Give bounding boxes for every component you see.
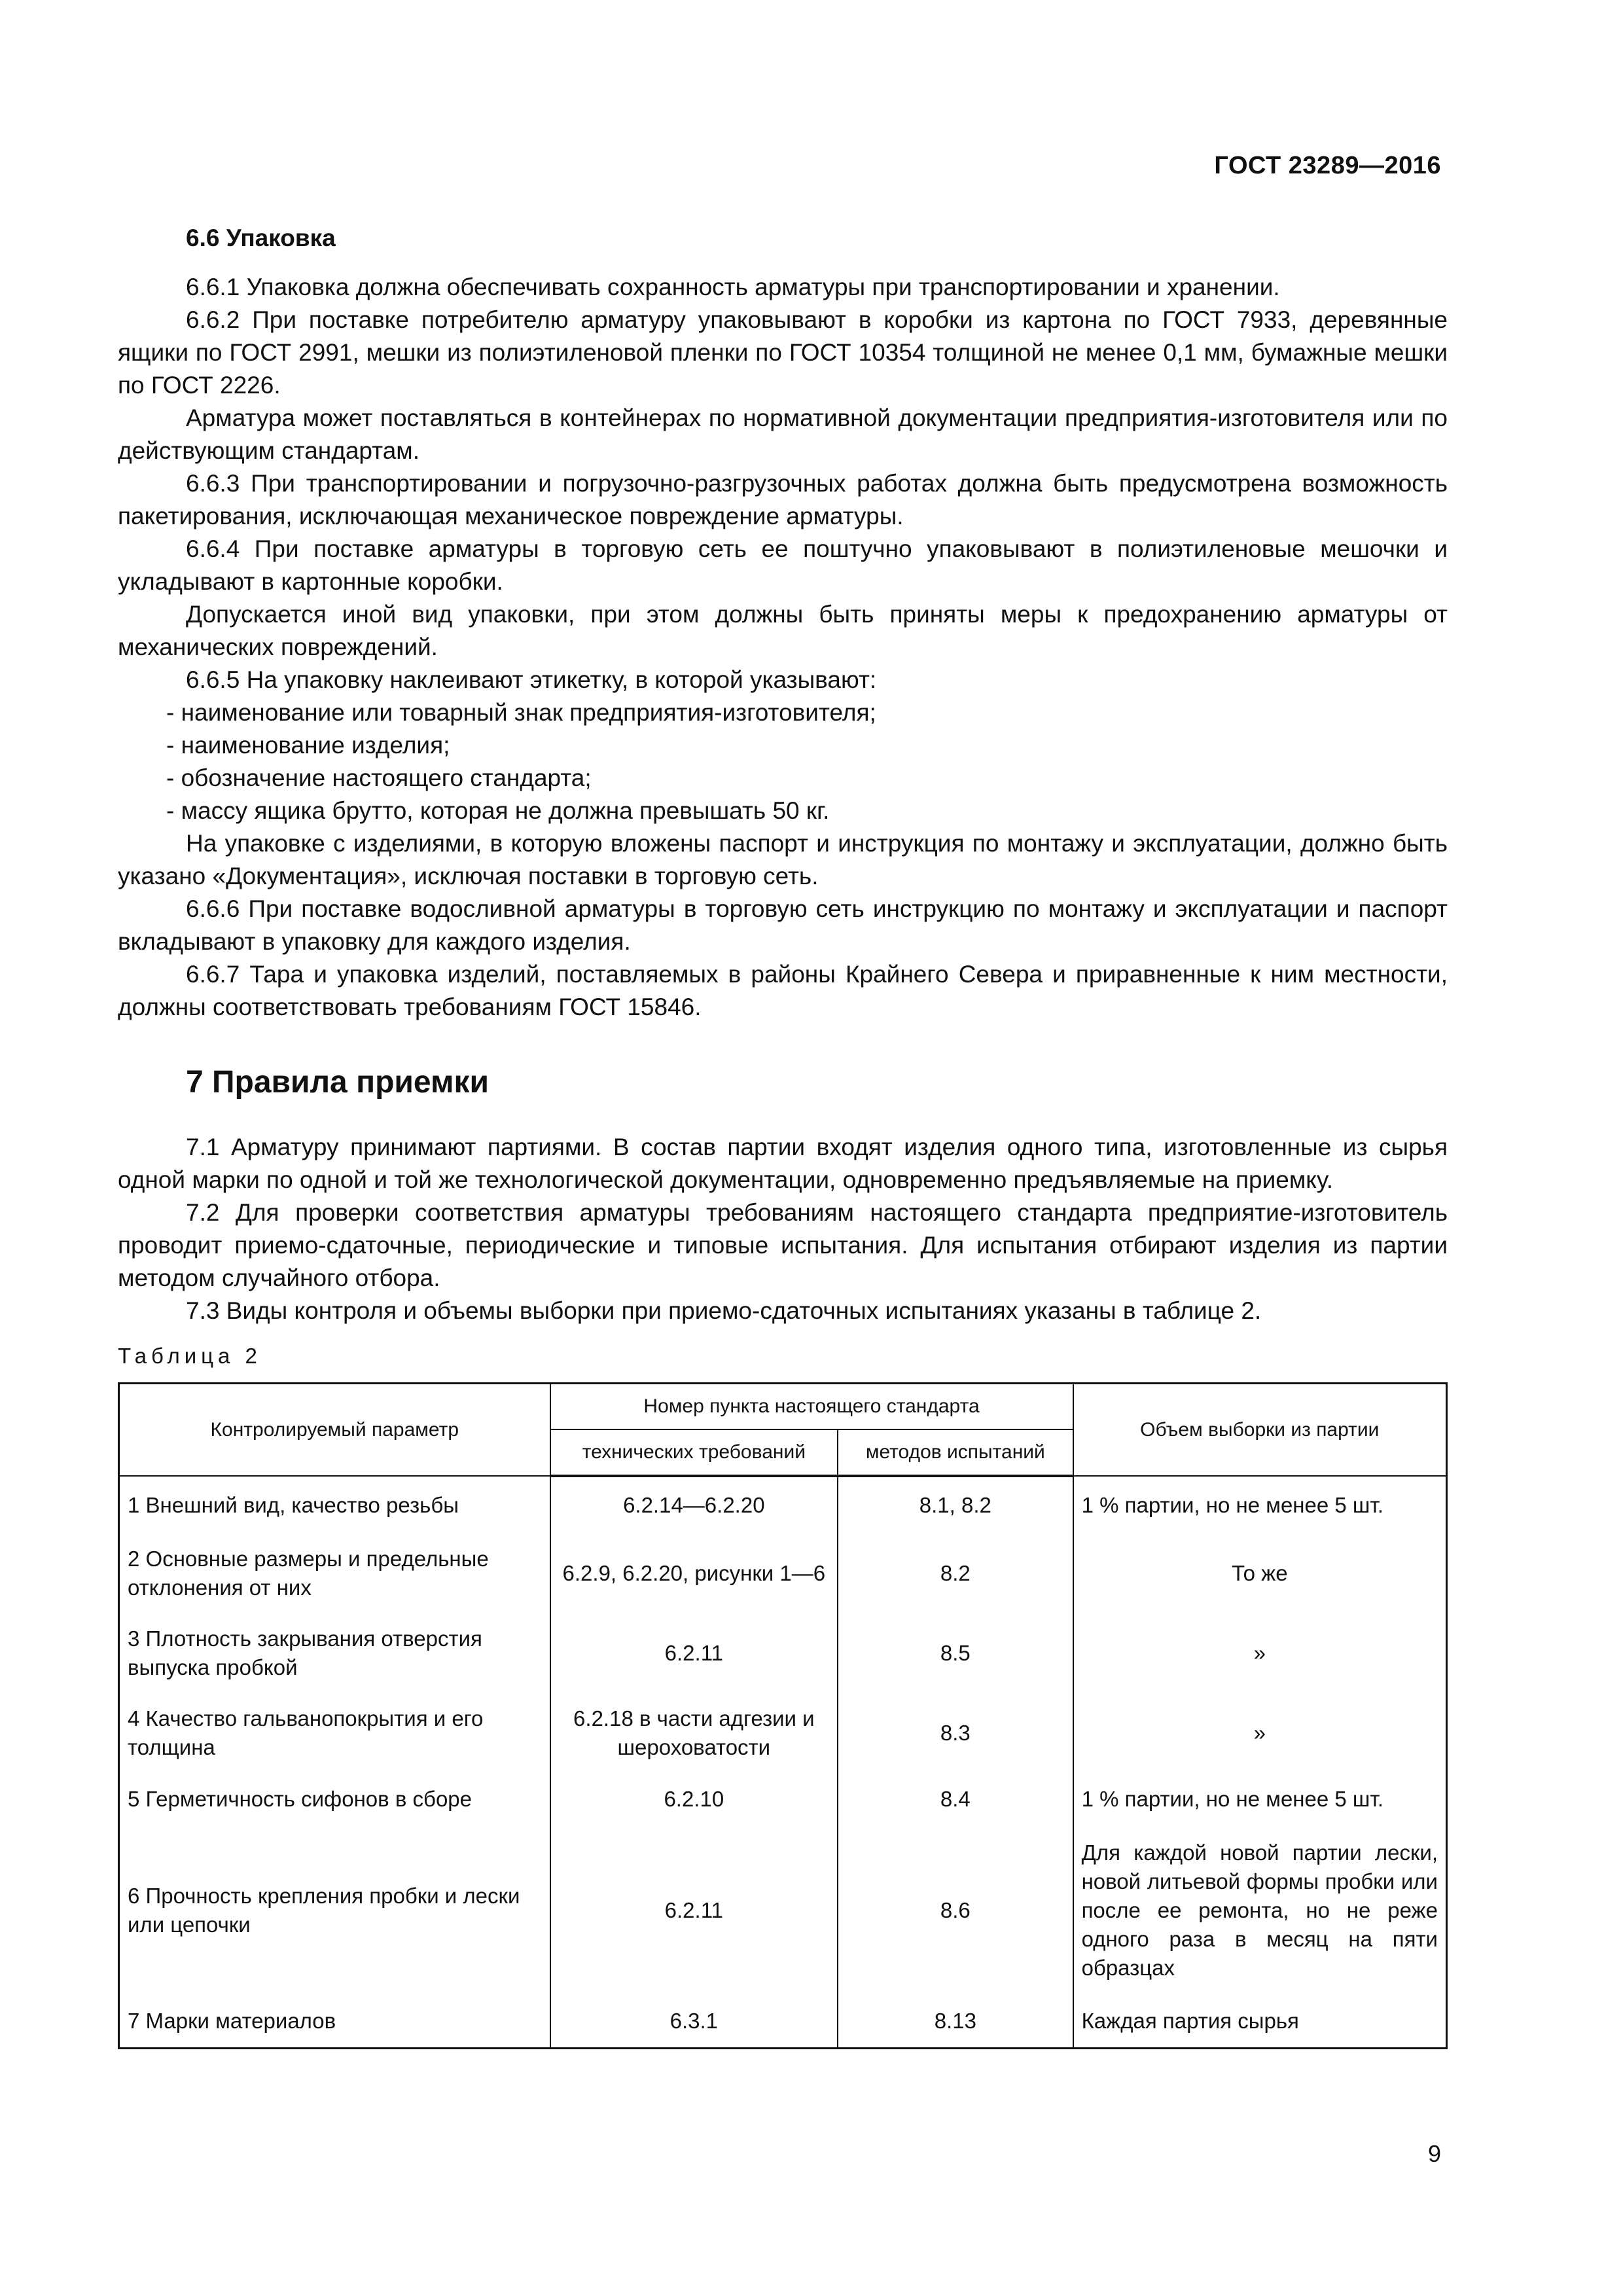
- list-item: - наименование или товарный знак предприятия-изготовителя;: [166, 699, 876, 726]
- table-row: [119, 1476, 1447, 1534]
- paragraph: 7.3 Виды контроля и объемы выборки при приемо-сдаточных испытаниях указаны в таблице 2.: [186, 1297, 1262, 1324]
- cell-tech: 6.2.14—6.2.20: [550, 1476, 838, 1534]
- paragraph: 6.6.6 При поставке водосливной арматуры в торговую сеть инструкцию по монтажу и эксплуатации и паспорт вкладывают в упаковку для каждого изделия.: [118, 895, 1448, 955]
- standard-code-header: ГОСТ 23289—2016: [1214, 152, 1441, 179]
- paragraph: 7.1 Арматуру принимают партиями. В состав партии входят изделия одного типа, изготовленные из сырья одной марки по одной и той же технологической документации, одновременно предъявляемые на приемку.: [118, 1134, 1448, 1193]
- paragraph: 6.6.4 При поставке арматуры в торговую сеть ее поштучно упаковывают в полиэтиленовые мешочки и укладывают в картонные коробки.: [118, 535, 1448, 595]
- paragraph: На упаковке с изделиями, в которую вложены паспорт и инструкция по монтажу и эксплуатации, должно быть указано «Документация», исключая поставки в торговую сеть.: [118, 830, 1448, 889]
- cell-method: 8.6: [838, 1825, 1073, 1996]
- cell-method: 8.1, 8.2: [838, 1476, 1073, 1534]
- cell-tech: 6.2.10: [550, 1773, 838, 1825]
- paragraph: 6.6.1 Упаковка должна обеспечивать сохранность арматуры при транспортировании и хранении.: [186, 274, 1280, 300]
- cell-tech: 6.2.9, 6.2.20, рисунки 1—6: [550, 1534, 838, 1613]
- list-item: - массу ящика брутто, которая не должна превышать 50 кг.: [166, 797, 830, 824]
- page-content: [118, 223, 1448, 2049]
- cell-sample: То же: [1073, 1534, 1447, 1613]
- paragraph: Допускается иной вид упаковки, при этом должны быть приняты меры к предохранению арматуры от механических повреждений.: [118, 601, 1448, 660]
- table-header-row: [119, 1384, 1447, 1430]
- paragraph: 6.6.2 При поставке потребителю арматуру упаковывают в коробки из картона по ГОСТ 7933, деревянные ящики по ГОСТ 2991, мешки из полиэтиленовой пленки по ГОСТ 10354 толщиной не менее 0,1 мм, бумажные мешки по ГОСТ 2226.: [118, 306, 1448, 399]
- cell-param: 1 Внешний вид, качество резьбы: [119, 1476, 550, 1534]
- cell-param: 3 Плотность закрывания отверстия выпуска пробкой: [119, 1613, 550, 1693]
- cell-param: 5 Герметичность сифонов в сборе: [119, 1773, 550, 1825]
- paragraph: 6.6.3 При транспортировании и погрузочно-разгрузочных работах должна быть предусмотрена возможность пакетирования, исключающая механическое повреждение арматуры.: [118, 470, 1448, 529]
- cell-sample: 1 % партии, но не менее 5 шт.: [1073, 1476, 1447, 1534]
- table-row: [119, 1825, 1447, 1996]
- table-row: [119, 1534, 1447, 1613]
- table-row: [119, 1613, 1447, 1693]
- cell-tech: 6.2.11: [550, 1825, 838, 1996]
- cell-param: 7 Марки материалов: [119, 1996, 550, 2048]
- cell-param: 2 Основные размеры и предельные отклонения от них: [119, 1534, 550, 1613]
- table-2: [118, 1382, 1448, 2049]
- page-number: 9: [1427, 2140, 1441, 2167]
- cell-tech: 6.3.1: [550, 1996, 838, 2048]
- cell-method: 8.5: [838, 1613, 1073, 1693]
- table-caption: Таблица 2: [118, 1344, 262, 1368]
- header-sample: Объем выборки из партии: [1073, 1384, 1447, 1477]
- table-row: [119, 1693, 1447, 1773]
- cell-method: 8.13: [838, 1996, 1073, 2048]
- cell-sample: »: [1073, 1613, 1447, 1693]
- section-6-6-heading: 6.6 Упаковка: [186, 224, 336, 251]
- cell-sample: »: [1073, 1693, 1447, 1773]
- cell-sample: Для каждой новой партии лески, новой литьевой формы пробки или после ее ремонта, но не реже одного раза в месяц на пяти образцах: [1073, 1825, 1447, 1996]
- cell-param: 4 Качество гальванопокрытия и его толщина: [119, 1693, 550, 1773]
- cell-method: 8.2: [838, 1534, 1073, 1613]
- table-row: [119, 1996, 1447, 2048]
- cell-param: 6 Прочность крепления пробки и лески или цепочки: [119, 1825, 550, 1996]
- cell-tech: 6.2.18 в части адгезии и шероховатости: [550, 1693, 838, 1773]
- paragraph: 7.2 Для проверки соответствия арматуры требованиям настоящего стандарта предприятие-изготовитель проводит приемо-сдаточные, периодические и типовые испытания. Для испытания отбирают изделия из партии методом случайного отбора.: [118, 1199, 1448, 1291]
- header-group: Номер пункта настоящего стандарта: [550, 1384, 1073, 1430]
- cell-method: 8.3: [838, 1693, 1073, 1773]
- paragraph: 6.6.5 На упаковку наклеивают этикетку, в которой указывают:: [186, 666, 877, 693]
- header-param: Контролируемый параметр: [119, 1384, 550, 1477]
- table-row: [119, 1773, 1447, 1825]
- section-7-heading: 7 Правила приемки: [186, 1065, 490, 1100]
- cell-sample: Каждая партия сырья: [1073, 1996, 1447, 2048]
- header-methods: методов испытаний: [838, 1429, 1073, 1476]
- cell-sample: 1 % партии, но не менее 5 шт.: [1073, 1773, 1447, 1825]
- list-item: - обозначение настоящего стандарта;: [166, 764, 592, 791]
- paragraph: 6.6.7 Тара и упаковка изделий, поставляемых в районы Крайнего Севера и приравненные к ним местности, должны соответствовать требованиям ГОСТ 15846.: [118, 961, 1448, 1020]
- paragraph: Арматура может поставляться в контейнерах по нормативной документации предприятия-изготовителя или по действующим стандартам.: [118, 404, 1448, 464]
- list-item: - наименование изделия;: [166, 732, 450, 759]
- cell-tech: 6.2.11: [550, 1613, 838, 1693]
- header-tech: технических требований: [550, 1429, 838, 1476]
- cell-method: 8.4: [838, 1773, 1073, 1825]
